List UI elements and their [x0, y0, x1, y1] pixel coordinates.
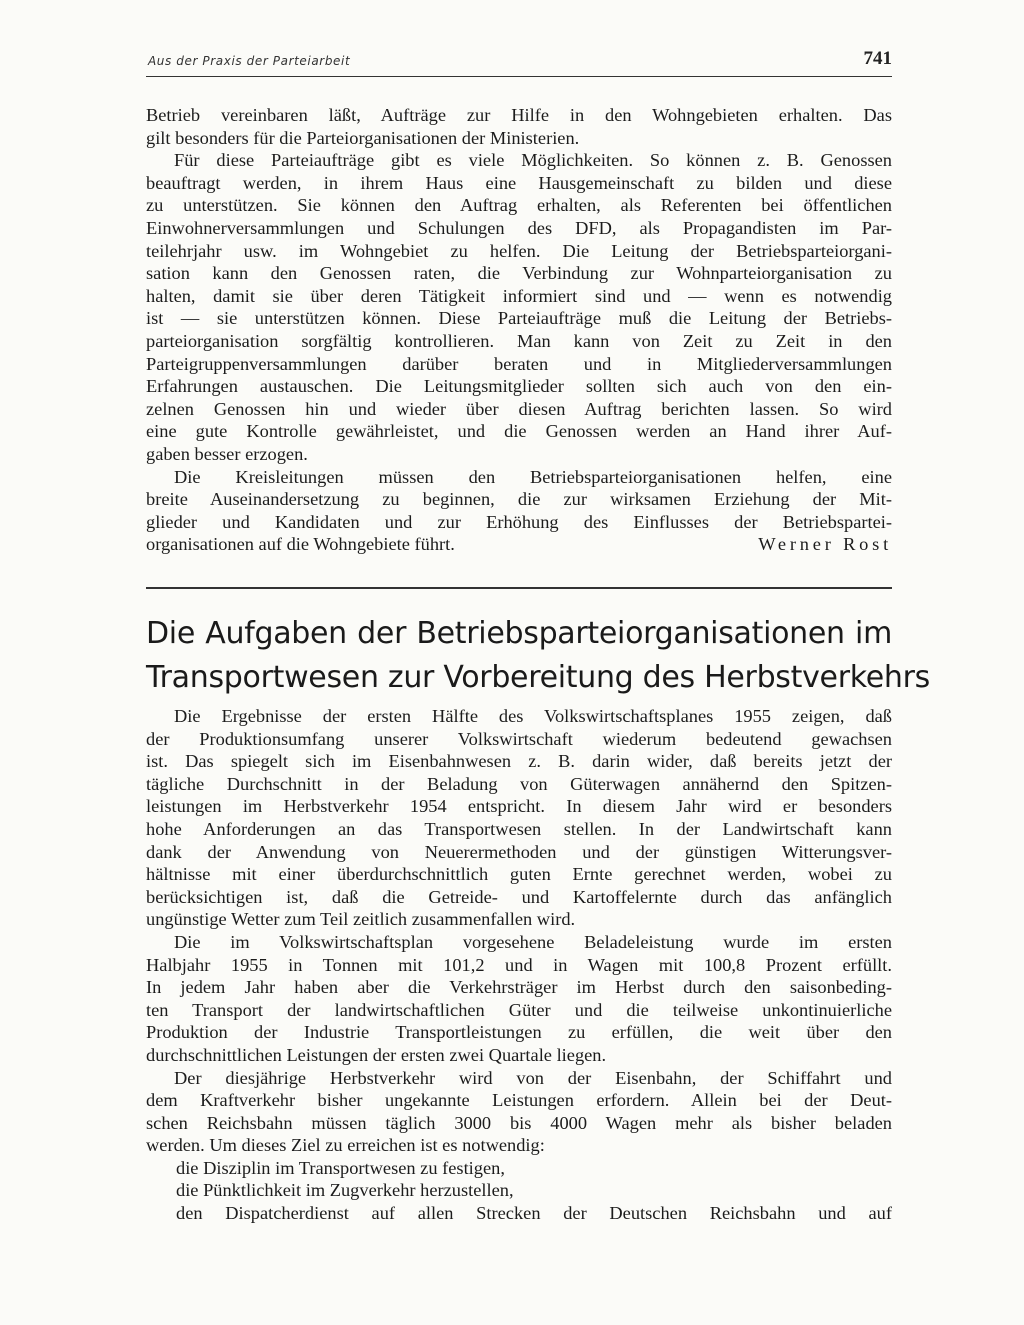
text-line: Für diese Parteiaufträge gibt es viele Möglichkeiten. So können z. B. Genossen [174, 150, 892, 171]
text-line: halten, damit sie über deren Tätigkeit informiert sind und — wenn es notwendig [146, 285, 892, 306]
continued-article-text [146, 104, 892, 556]
text-line: teilehrjahr usw. im Wohngebiet zu helfen. Die Leitung der Betriebsparteiorgani- [146, 240, 892, 261]
text-line: ist — sie unterstützen können. Diese Parteiaufträge muß die Leitung der Betriebs- [146, 308, 892, 329]
text-line: sation kann den Genossen raten, die Verbindung zur Wohnparteiorganisation zu [146, 263, 892, 284]
page-header [146, 50, 892, 77]
text-line: tägliche Durchschnitt in der Beladung von Güterwagen annähernd den Spitzen- [146, 773, 892, 794]
text-line: der Produktionsumfang unserer Volkswirtschaft wiederum bedeutend gewachsen [146, 728, 892, 749]
text-line: Einwohnerversammlungen und Schulungen des DFD, als Propagandisten im Par- [146, 217, 892, 238]
text-line: Die im Volkswirtschaftsplan vorgesehene Beladeleistung wurde im ersten [174, 931, 892, 952]
text-line: Betrieb vereinbaren läßt, Aufträge zur Hilfe in den Wohngebieten erhalten. Das [146, 105, 892, 125]
text-line: hältnisse mit einer überdurchschnittlich guten Ernte gerechnet werden, wobei zu [146, 864, 892, 885]
text-line: hohe Anforderungen an das Transportwesen stellen. In der Landwirtschaft kann [146, 818, 892, 839]
text-line: dem Kraftverkehr bisher ungekannte Leistungen erfordern. Allein bei der Deut- [146, 1090, 892, 1111]
text-line: ist. Das spiegelt sich im Eisenbahnwesen z. B. darin wider, daß bereits jetzt der [146, 751, 892, 772]
text-line: Der diesjährige Herbstverkehr wird von der Eisenbahn, der Schiffahrt und [174, 1067, 892, 1088]
text-line: werden. Um dieses Ziel zu erreichen ist es notwendig: [146, 1135, 545, 1156]
text-line: eine gute Kontrolle gewährleistet, und die Genossen werden an Hand ihrer Auf- [146, 421, 892, 442]
closing-line: organisationen auf die Wohngebiete führt. [146, 534, 455, 555]
text-line: glieder und Kandidaten und zur Erhöhung des Einflusses der Betriebspartei- [146, 511, 892, 532]
text-line: Die Kreisleitungen müssen den Betriebsparteiorganisationen helfen, eine [174, 466, 892, 487]
title-line: Transportwesen zur Vorbereitung des Herbstverkehrs [146, 660, 930, 695]
text-line: durchschnittlichen Leistungen der ersten zwei Quartale liegen. [146, 1044, 607, 1065]
text-line: Die Ergebnisse der ersten Hälfte des Volkswirtschaftsplanes 1955 zeigen, daß [174, 706, 892, 726]
text-line: ten Transport der landwirtschaftlichen Güter und die teilweise unkontinuierliche [146, 999, 892, 1020]
text-line: leistungen im Herbstverkehr 1954 entspricht. In diesem Jahr wird er besonders [146, 796, 892, 817]
title-line: Die Aufgaben der Betriebsparteiorganisationen im [146, 616, 892, 651]
signature-line [146, 533, 892, 556]
text-line: gilt besonders für die Parteiorganisationen der Ministerien. [146, 127, 580, 148]
article-body [146, 705, 892, 1225]
running-head: Aus der Praxis der Parteiarbeit [148, 54, 351, 68]
text-line: beauftragt werden, in ihrem Haus eine Hausgemeinschaft zu bilden und diese [146, 172, 892, 193]
text-line: Parteigruppenversammlungen darüber beraten und in Mitgliederversammlungen [146, 353, 892, 374]
article-title [146, 612, 930, 700]
text-line: ungünstige Wetter zum Teil zeitlich zusammenfallen wird. [146, 909, 576, 930]
text-line: breite Auseinandersetzung zu beginnen, die zur wirksamen Erziehung der Mit- [146, 489, 892, 510]
list-item: die Disziplin im Transportwesen zu festigen, [176, 1157, 505, 1178]
text-line: schen Reichsbahn müssen täglich 3000 bis 4000 Wagen mehr als bisher beladen [146, 1112, 892, 1133]
text-line: parteiorganisation sorgfältig kontrollieren. Man kann von Zeit zu Zeit in den [146, 330, 892, 351]
text-line: zelnen Genossen hin und wieder über diesen Auftrag berichten lassen. So wird [146, 398, 892, 419]
section-divider [146, 587, 892, 589]
list-item: den Dispatcherdienst auf allen Strecken der Deutschen Reichsbahn und auf [176, 1203, 892, 1224]
list-item: die Pünktlichkeit im Zugverkehr herzustellen, [176, 1180, 514, 1201]
text-line: zu unterstützen. Sie können den Auftrag erhalten, als Referenten bei öffentlichen [146, 195, 892, 216]
text-line: berücksichtigen ist, daß die Getreide- und Kartoffelernte durch das anfänglich [146, 886, 892, 907]
text-line: Erfahrungen austauschen. Die Leitungsmitglieder sollten sich auch von den ein- [146, 376, 892, 397]
text-line: gaben besser erzogen. [146, 443, 308, 464]
text-line: dank der Anwendung von Neuerermethoden und der günstigen Witterungsver- [146, 841, 892, 862]
text-line: In jedem Jahr haben aber die Verkehrsträger im Herbst durch den saisonbeding- [146, 977, 892, 998]
page-number: 741 [863, 48, 892, 69]
author-name: Werner Rost [758, 534, 892, 555]
text-line: Halbjahr 1955 in Tonnen mit 101,2 und in Wagen mit 100,8 Prozent erfüllt. [146, 954, 892, 975]
text-line: Produktion der Industrie Transportleistungen zu erfüllen, die weit über den [146, 1022, 892, 1043]
